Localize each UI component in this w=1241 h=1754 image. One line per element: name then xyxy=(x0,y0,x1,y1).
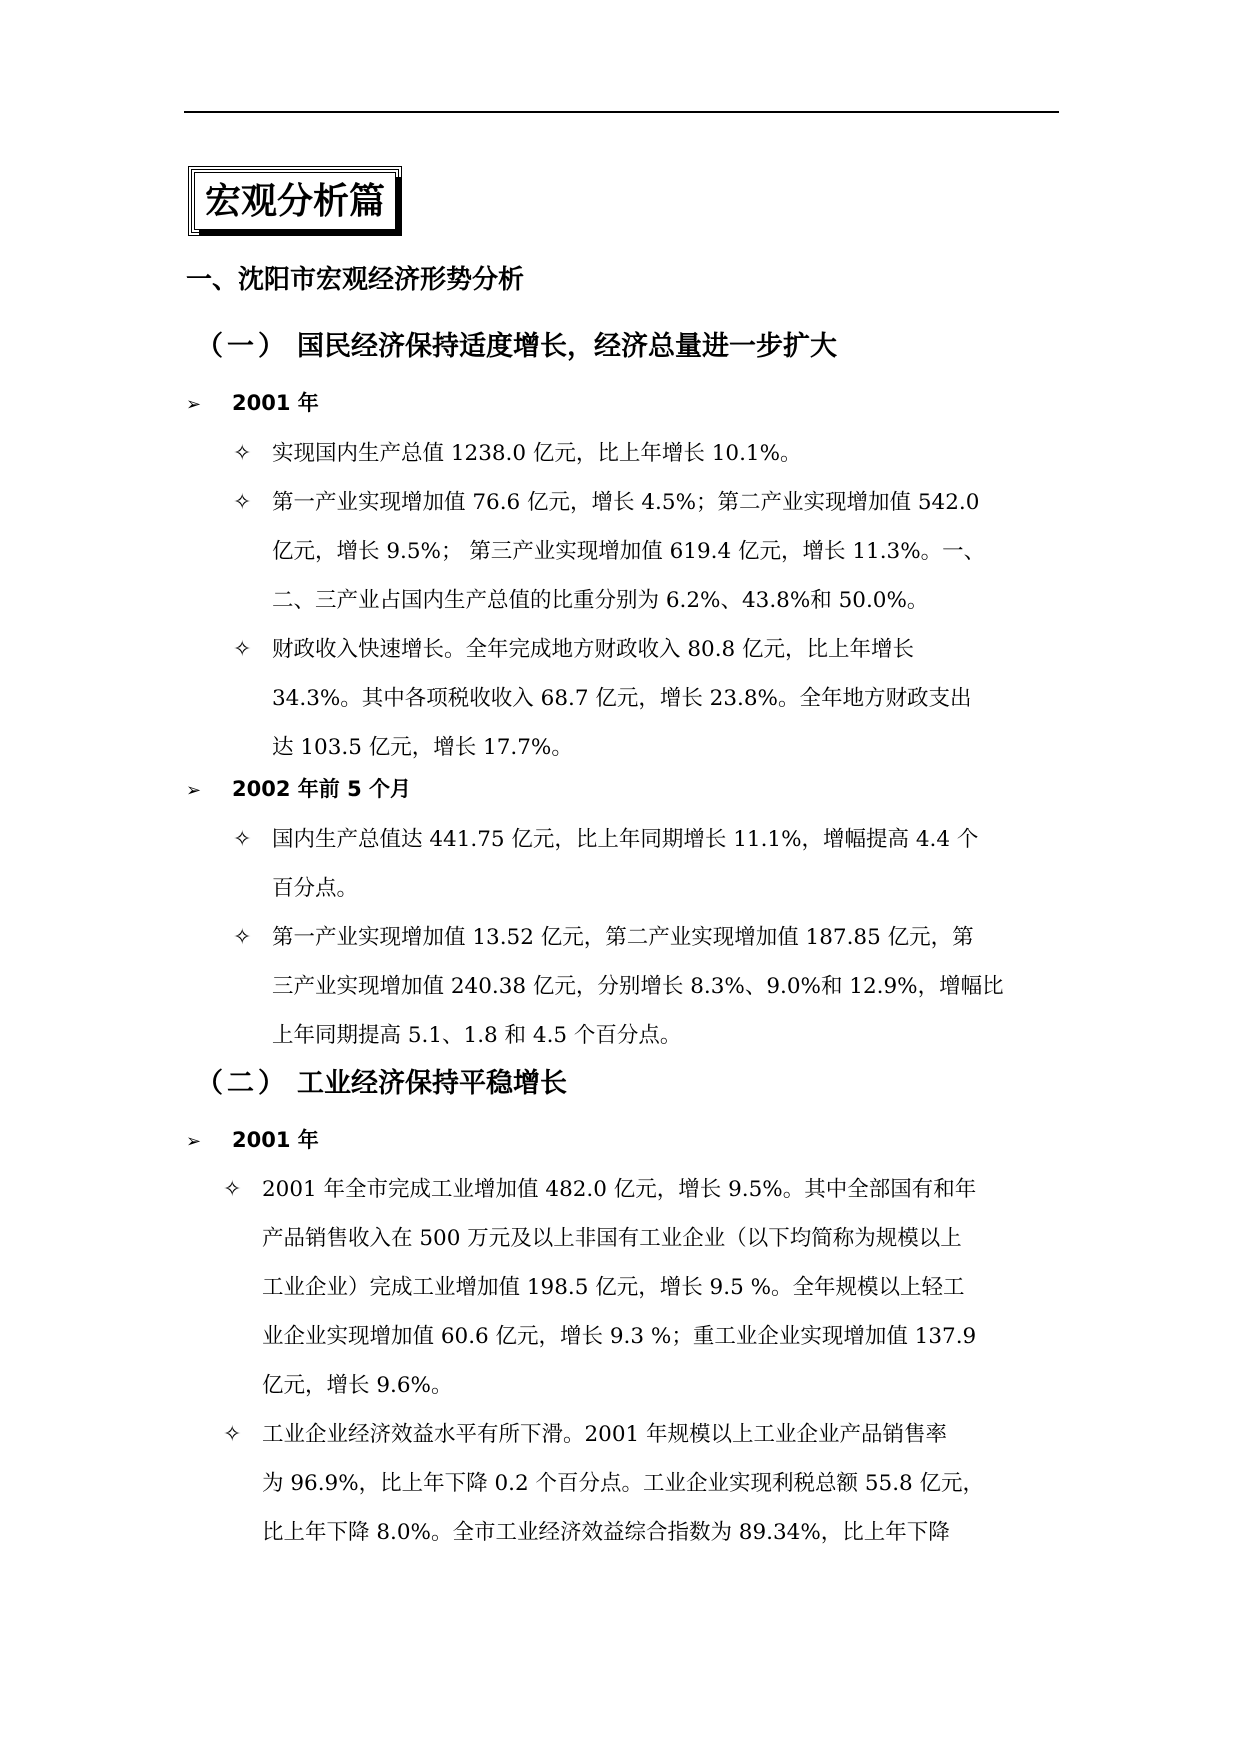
diamond-bullet-icon: ✧ xyxy=(233,925,252,950)
diamond-bullet-icon: ✧ xyxy=(233,637,252,662)
subheading-label: 2002 年前 5 个月 xyxy=(232,777,411,801)
item-line: 第一产业实现增加值 76.6 亿元，增长 4.5%；第二产业实现增加值 542.0 xyxy=(272,490,980,515)
section-number: （二） xyxy=(196,1068,289,1099)
list-item xyxy=(223,1410,985,1557)
list-item xyxy=(223,1165,977,1410)
arrow-bullet-icon: ➢ xyxy=(186,780,202,801)
item-line: 产品销售收入在 500 万元及以上非国有工业企业（以下均简称为规模以上 xyxy=(262,1226,962,1251)
list-item xyxy=(233,815,979,913)
arrow-bullet-icon: ➢ xyxy=(186,394,202,415)
item-line: 2001 年全市完成工业增加值 482.0 亿元，增长 9.5%。其中全部国有和年 xyxy=(262,1177,977,1202)
item-line: 工业企业经济效益水平有所下滑。2001 年规模以上工业企业产品销售率 xyxy=(262,1422,948,1447)
section-heading-2 xyxy=(196,1067,567,1101)
chapter-heading: 一、沈阳市宏观经济形势分析 xyxy=(186,265,525,295)
item-line: 比上年下降 8.0%。全市工业经济效益综合指数为 89.34%，比上年下降 xyxy=(262,1520,950,1545)
section-title: 国民经济保持适度增长，经济总量进一步扩大 xyxy=(297,331,837,362)
section-title: 工业经济保持平稳增长 xyxy=(297,1068,567,1099)
item-line: 国内生产总值达 441.75 亿元，比上年同期增长 11.1%，增幅提高 4.4 个 xyxy=(272,827,979,852)
section-number: （一） xyxy=(196,331,289,362)
subheading-label: 2001 年 xyxy=(232,1128,319,1152)
subheading-2001 xyxy=(186,1125,319,1157)
header-rule xyxy=(184,111,1059,113)
subheading-label: 2001 年 xyxy=(232,391,319,415)
diamond-bullet-icon: ✧ xyxy=(233,441,252,466)
item-line: 第一产业实现增加值 13.52 亿元，第二产业实现增加值 187.85 亿元，第 xyxy=(272,925,974,950)
item-line: 为 96.9%，比上年下降 0.2 个百分点。工业企业实现利税总额 55.8 亿元， xyxy=(262,1471,985,1496)
section-heading-1 xyxy=(196,330,837,364)
item-line: 上年同期提高 5.1、1.8 和 4.5 个百分点。 xyxy=(272,1023,682,1048)
diamond-bullet-icon: ✧ xyxy=(233,490,252,515)
item-line: 业企业实现增加值 60.6 亿元，增长 9.3 %；重工业企业实现增加值 137.9 xyxy=(262,1324,977,1349)
item-line: 二、三产业占国内生产总值的比重分别为 6.2%、43.8%和 50.0%。 xyxy=(272,588,929,613)
subheading-2002 xyxy=(186,774,411,806)
item-line: 亿元，增长 9.5%； 第三产业实现增加值 619.4 亿元，增长 11.3%。一、 xyxy=(272,539,986,564)
item-line: 财政收入快速增长。全年完成地方财政收入 80.8 亿元，比上年增长 xyxy=(272,637,915,662)
item-line: 34.3%。其中各项税收收入 68.7 亿元，增长 23.8%。全年地方财政支出 xyxy=(272,686,972,711)
item-line: 三产业实现增加值 240.38 亿元，分别增长 8.3%、9.0%和 12.9%，增幅比 xyxy=(272,974,1004,999)
arrow-bullet-icon: ➢ xyxy=(186,1131,202,1152)
section-badge xyxy=(188,166,402,236)
list-item xyxy=(233,625,972,772)
item-line: 亿元，增长 9.6%。 xyxy=(262,1373,453,1398)
subheading-2001 xyxy=(186,388,319,420)
item-line: 实现国内生产总值 1238.0 亿元，比上年增长 10.1%。 xyxy=(272,441,802,466)
diamond-bullet-icon: ✧ xyxy=(223,1177,242,1202)
list-item xyxy=(233,913,1004,1060)
list-item xyxy=(233,478,986,625)
section-badge-label: 宏观分析篇 xyxy=(194,172,396,230)
diamond-bullet-icon: ✧ xyxy=(223,1422,242,1447)
diamond-bullet-icon: ✧ xyxy=(233,827,252,852)
item-line: 工业企业）完成工业增加值 198.5 亿元，增长 9.5 %。全年规模以上轻工 xyxy=(262,1275,965,1300)
item-line: 达 103.5 亿元，增长 17.7%。 xyxy=(272,735,573,760)
item-line: 百分点。 xyxy=(272,876,359,901)
list-item xyxy=(233,429,802,478)
